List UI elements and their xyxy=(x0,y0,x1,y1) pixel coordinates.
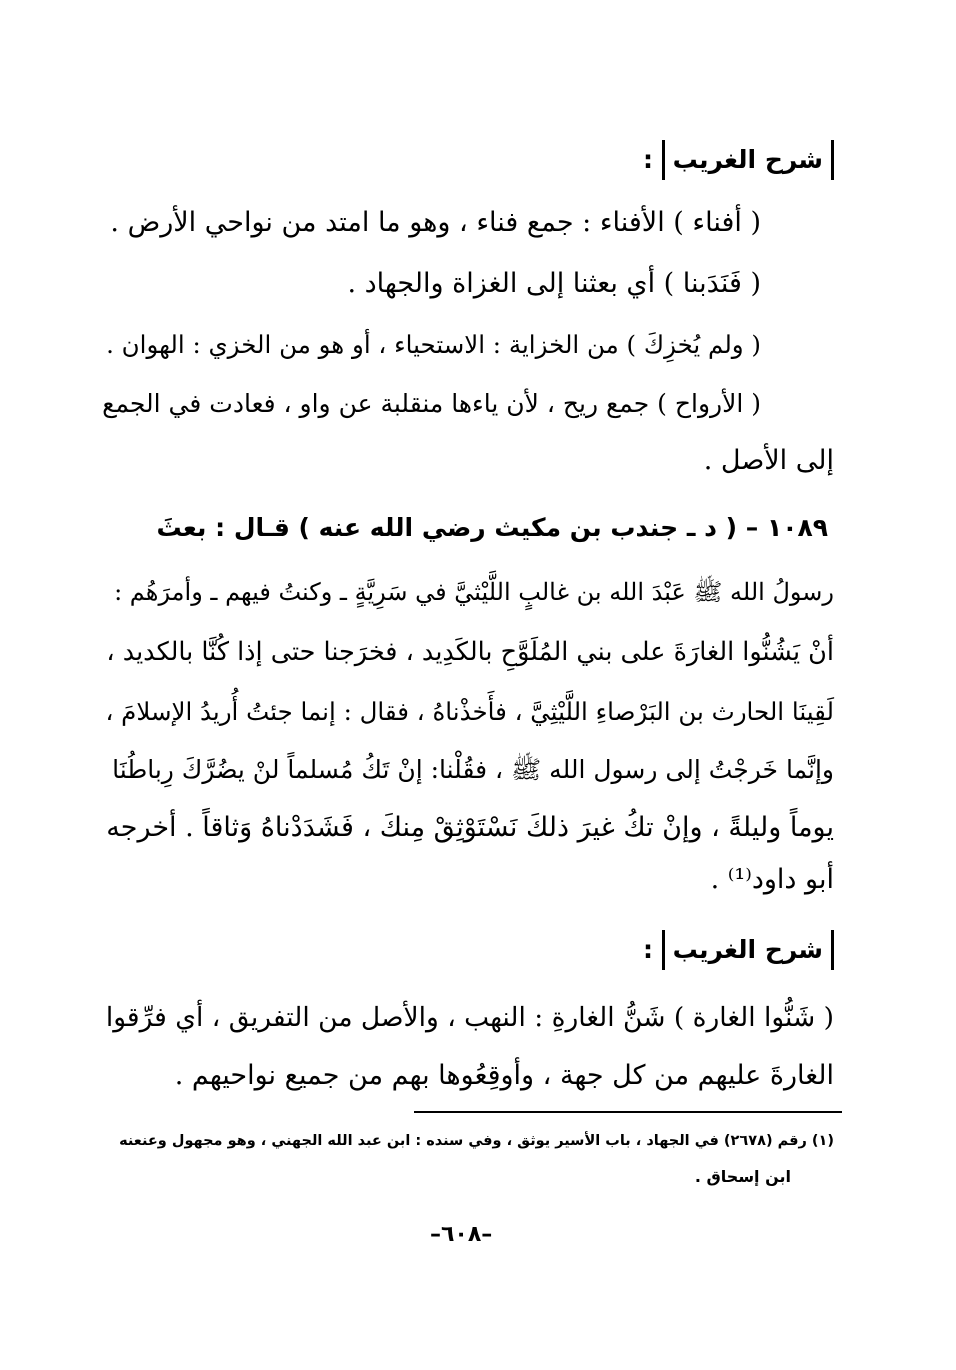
hadith-line-1: رسولُ الله ﷺ عَبْدَ الله بن غالبٍ اللَّيْثيَّ في سَرِيَّةٍ ـ وكنتُ فيهم ـ وأمرَهُم : xyxy=(114,578,834,606)
hadith-line-3: لَقِينَا الحارث بن البَرْصاءِ اللَّيْثِيَّ ، فأَخذْناهُ ، فقال : إنما جئتُ أُريدُ الإسلامَ ، xyxy=(105,697,834,726)
gharib-2-line-2: الغارةَ عليهم من كل جهة ، وأوقِعُوها بهم من جميع نواحيهم . xyxy=(174,1060,834,1091)
gharib-heading-1 xyxy=(643,140,834,180)
gharib-1-line-4: ( الأرواح ) جمع ريح ، لأن ياءها منقلبة عن واو ، فعادت في الجمع xyxy=(102,389,761,418)
footnote-line-2: ابن إسحاق . xyxy=(694,1167,791,1186)
gharib-heading-2 xyxy=(643,930,834,970)
heading-text-2: شرح الغريب xyxy=(672,935,823,964)
footnote-line-1: (١) رقم (٢٦٧٨) في الجهاد ، باب الأسير يوثق ، وفي سنده : ابن عبد الله الجهني ، وهو مجهول وعنعنه xyxy=(119,1133,834,1149)
gharib-1-line-2: ( فَنَدَبنا ) أي بعثنا إلى الغزاة والجهاد . xyxy=(347,268,761,299)
hadith-line-4: وإنَّما خَرجْتُ إلى رسول الله ﷺ ، فقُلْنا: إنْ تَكُ مُسلماً لنْ يضُرَّكَ رِباطُنَا xyxy=(112,755,834,784)
heading-text: شرح الغريب xyxy=(672,145,823,174)
footnote-divider xyxy=(414,1111,842,1113)
hadith-intro: ١٠٨٩ – ( د ـ جندب بن مكيث رضي الله عنه ) قـال : بعثَ xyxy=(156,513,828,542)
hadith-line-6: أبو داود⁽¹⁾ . xyxy=(710,864,834,895)
heading-colon: : xyxy=(642,145,653,174)
gharib-1-line-3: ( ولم يُخزِكَ ) من الخزاية : الاستحياء ، أو هو من الخزي : الهوان . xyxy=(106,330,761,359)
heading-colon-2: : xyxy=(642,935,653,964)
heading-bracket-box xyxy=(662,140,834,180)
heading-bracket-box-2 xyxy=(662,930,834,970)
gharib-1-line-1: ( أفناء ) الأفناء : جمع فناء ، وهو ما امتد من نواحي الأرض . xyxy=(110,207,761,238)
hadith-line-2: أنْ يَشُنُّوا الغارَةَ على بني المُلَوَّحِ بالكَدِيد ، فخرَجنا حتى إذا كُنَّا بالكديد ، xyxy=(106,637,834,667)
gharib-1-line-5: إلى الأصل . xyxy=(703,445,834,476)
hadith-line-5: يوماً وليلةً ، وإنْ تكُ غيرَ ذلكَ نَسْتَوْثِقْ مِنكَ ، فَشَدَدْناهُ وَثاقاً . أخرجه xyxy=(106,812,834,843)
gharib-2-line-1: ( شَنُّوا الغارة ) شَنُّ الغارةِ : النهب ، والأصل من التفريق ، أي فرِّقوا xyxy=(105,1002,834,1033)
page-number: –٦٠٨– xyxy=(430,1222,493,1247)
